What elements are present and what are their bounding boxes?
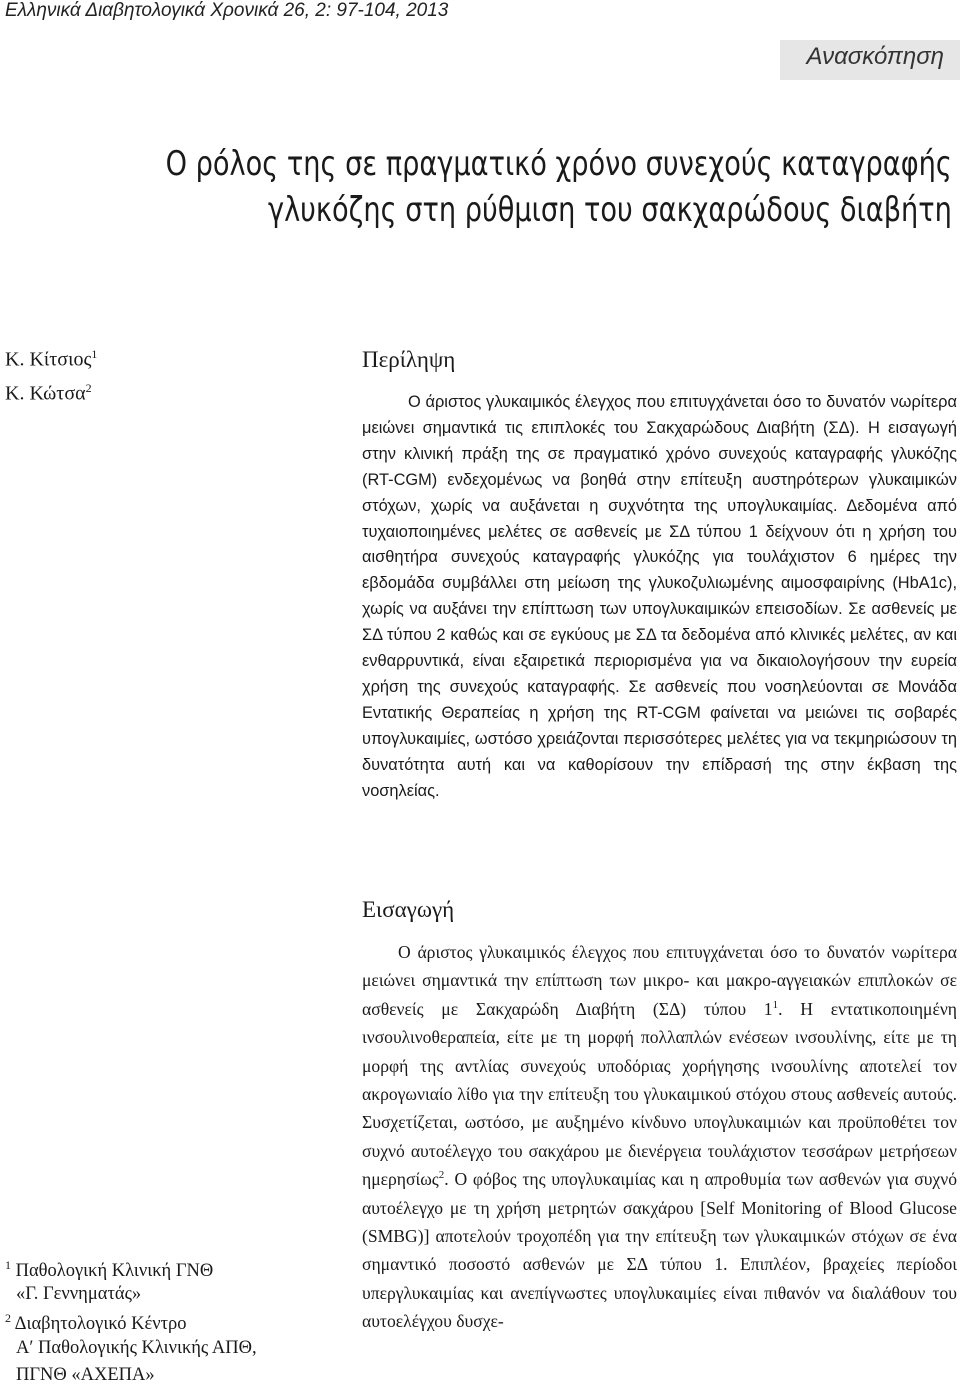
affiliation-text: Παθολογική Κλινική ΓΝΘ [15,1261,214,1282]
article-title-line-1: Ο ρόλος της σε πραγματικό χρόνο συνεχούς καταγραφής [165,144,952,184]
affiliation-marker: 1 [5,1258,11,1272]
abstract-text: Ο άριστος γλυκαιμικός έλεγχος που επιτυγχάνεται όσο το δυνατόν νωρίτερα μειώνει σημαντικά τις επιπλοκές του Σακχαρώδους Διαβήτη (ΣΔ). Η εισαγωγή στην κλινική πράξη της σε πραγματικό χρόνο συνεχούς καταγραφής γλυκόζης (RT-CGM) ενδεχομένως να βοηθά στην επίτευξη αυστηρότερων γλυκαιμικών στόχων, χωρίς να αυξάνεται η συχνότητα της υπογλυκαιμίας. Δεδομένα από τυχαιοποιημένες μελέτες σε ασθενείς με ΣΔ τύπου 1 δείχνουν ότι η χρήση του αισθητήρα συνεχούς καταγραφής γλυκόζης για τουλάχιστον 6 ημέρες την εβδομάδα συμβάλλει στη μείωση της γλυκοζυλιωμένης αιμοσφαιρίνης (HbA1c), χωρίς να αυξάνει την επίπτωση των υπογλυκαιμικών επεισοδίων. Σε ασθενείς με ΣΔ τύπου 2 καθώς και σε εγκύους με ΣΔ τα δεδομένα από κλινικές μελέτες, αν και ενθαρρυντικά, είναι εξαιρετικά περιορισμένα για να δικαιολογήσουν την ευρεία χρήση της συνεχούς καταγραφής. Σε ασθενείς που νοσηλεύονται σε Μονάδα Εντατικής Θεραπείας η χρήση της RT-CGM φαίνεται να μειώνει τις σοβαρές υπογλυκαιμίες, ωστόσο χρειάζονται περισσότερες μελέτες για να τεκμηριώσουν τη δυνατότητα αυτή και να καθορίσουν την επίδρασή της στην έκβαση της νοσηλείας. [362,393,957,800]
affiliation-2-line-3: ΠΓΝΘ «ΑΧΕΠΑ» [16,1365,155,1385]
introduction-heading: Εισαγωγή [362,897,455,922]
reference-marker: 1 [772,998,779,1011]
affiliation-marker: 2 [5,1311,11,1325]
affiliation-2-line-1 [5,1311,187,1335]
affiliation-text: Διαβητολογικό Κέντρο [14,1314,187,1335]
affiliation-1-line-2: «Γ. Γεννηματάς» [16,1284,142,1304]
author-name: Κ. Κώτσα [5,382,86,405]
author-name: Κ. Κίτσιος [5,348,92,371]
article-type-label: Ανασκόπηση [806,43,944,70]
introduction-text [362,938,957,1388]
article-type-banner [780,40,960,80]
intro-text-part-3: . Ο φόβος της υπογλυκαιμίας και η απροθυμία των ασθενών για συχνό αυτοέλεγχο με τη χρήση μετρητών σακχάρου [Self Monitoring of Blood Glucose (SMBG)] αποτελούν τροχοπέδη για την επίτευξη των γλυκαιμικών στόχων σε ένα σημαντικό ποσοστό ασθενών με ΣΔ τύπου 1. Επιπλέον, βραχείες περίοδοι υπεργλυκαιμίας και ανεπίγνωστες υπογλυκαιμίες είναι πιθανόν να διαλάθουν του αυτοελέγχου δυσχε- [362,1169,957,1332]
affiliation-2-line-2: Α′ Παθολογικής Κλινικής ΑΠΘ, [16,1338,257,1358]
author-2 [5,381,92,406]
affiliation-1-line-1 [5,1258,213,1282]
author-1 [5,347,97,372]
author-affiliation-marker: 2 [85,381,92,395]
journal-citation: Ελληνικά Διαβητολογικά Χρονικά 26, 2: 97-104, 2013 [5,0,449,21]
intro-text-part-2: . Η εντατικοποιημένη ινσουλινοθεραπεία, είτε με τη μορφή πολλαπλών ενέσεων ινσουλίνης, είτε με τη μορφή της αντλίας συνεχούς υποδόριας χορήγησης ινσουλίνης αποτελεί τον ακρογωνιαίο λίθο για την επίτευξη του γλυκαιμικού στόχου στους ασθενείς αυτούς. Συσχετίζεται, ωστόσο, με αυξημένο κίνδυνο υπογλυκαιμιών και προϋποθέτει τον συχνό αυτοέλεγχο του σακχάρου με διενέργεια τουλάχιστον τεσσάρων μετρήσεων ημερησίως [362,998,957,1190]
intro-text-part-1: Ο άριστος γλυκαιμικός έλεγχος που επιτυγχάνεται όσο το δυνατόν νωρίτερα μειώνει σημαντικά την επίπτωση των μικρο- και μακρο-αγγειακών επιπλοκών σε ασθενείς με Σακχαρώδη Διαβήτη (ΣΔ) τύπου 1 [362,942,957,1019]
author-affiliation-marker: 1 [91,347,98,361]
abstract-heading: Περίληψη [362,347,456,372]
reference-marker: 2 [438,1169,445,1182]
article-title-line-2: γλυκόζης στη ρύθμιση του σακχαρώδους διαβήτη [268,190,952,230]
